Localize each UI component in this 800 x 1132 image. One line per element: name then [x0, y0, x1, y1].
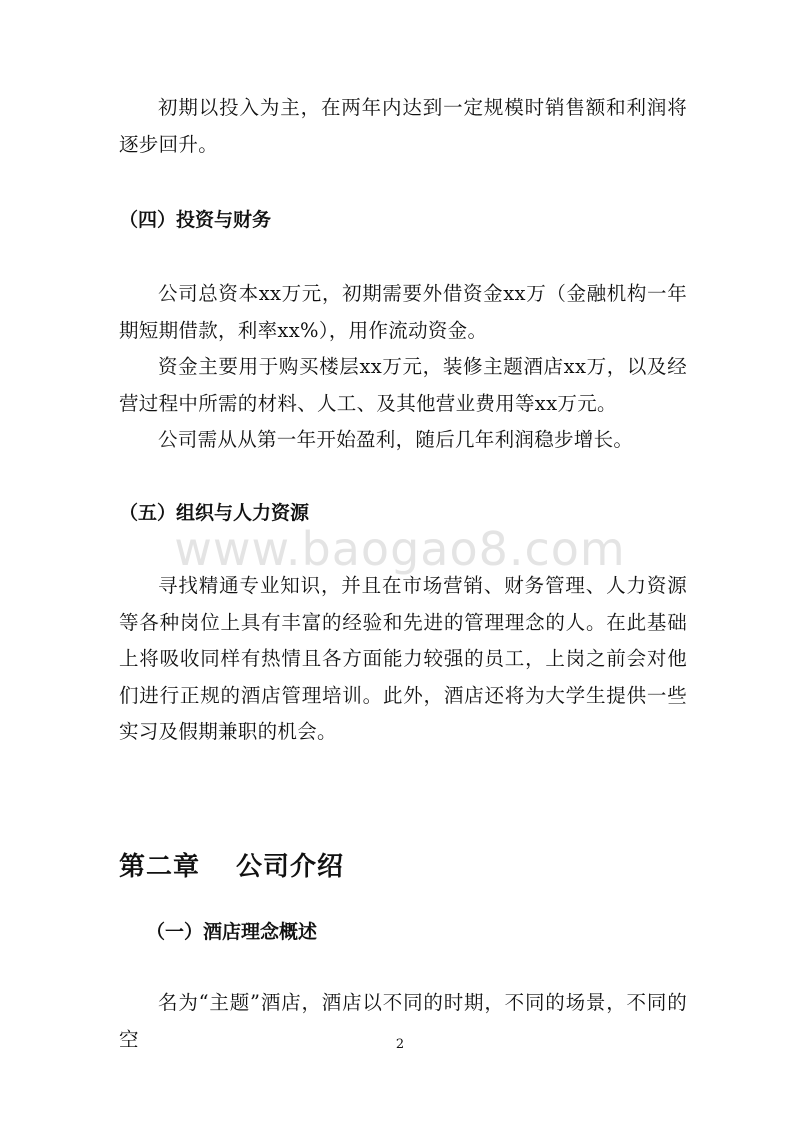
paragraph-fund-usage: 资金主要用于购买楼层xx万元，装修主题酒店xx万，以及经营过程中所需的材料、人工、及其他营业费用等xx万元。	[119, 355, 687, 415]
paragraph-staffing: 寻找精通专业知识，并且在市场营销、财务管理、人力资源等各种岗位上具有丰富的经验和先进的管理理念的人。在此基础上将吸收同样有热情且各方面能力较强的员工，上岗之前会对他们进行正规的酒店管理培训。此外，酒店还将为大学生提供一些实习及假期兼职的机会。	[119, 574, 687, 743]
watermark-text: www.baogao8.com	[174, 522, 626, 576]
chapter-name: 公司介绍	[236, 852, 345, 882]
page-number: 2	[395, 1037, 405, 1052]
heading-organization-hr: （五）组织与人力资源	[119, 502, 310, 524]
paragraph-capital: 公司总资本xx万元，初期需要外借资金xx万（金融机构一年期短期借款，利率xx%），用作流动资金。	[119, 282, 687, 342]
paragraph-investment-outlook: 初期以投入为主，在两年内达到一定规模时销售额和利润将逐步回升。	[119, 96, 687, 156]
chapter-title	[119, 846, 344, 883]
heading-hotel-concept: （一）酒店理念概述	[146, 921, 318, 943]
chapter-label: 第二章	[119, 852, 201, 882]
paragraph-hotel-theme: 名为“主题”酒店，酒店以不同的时期，不同的场景，不同的空	[119, 991, 687, 1051]
paragraph-profit: 公司需从从第一年开始盈利，随后几年利润稳步增长。	[158, 428, 634, 451]
heading-investment-finance: （四）投资与财务	[119, 209, 272, 231]
